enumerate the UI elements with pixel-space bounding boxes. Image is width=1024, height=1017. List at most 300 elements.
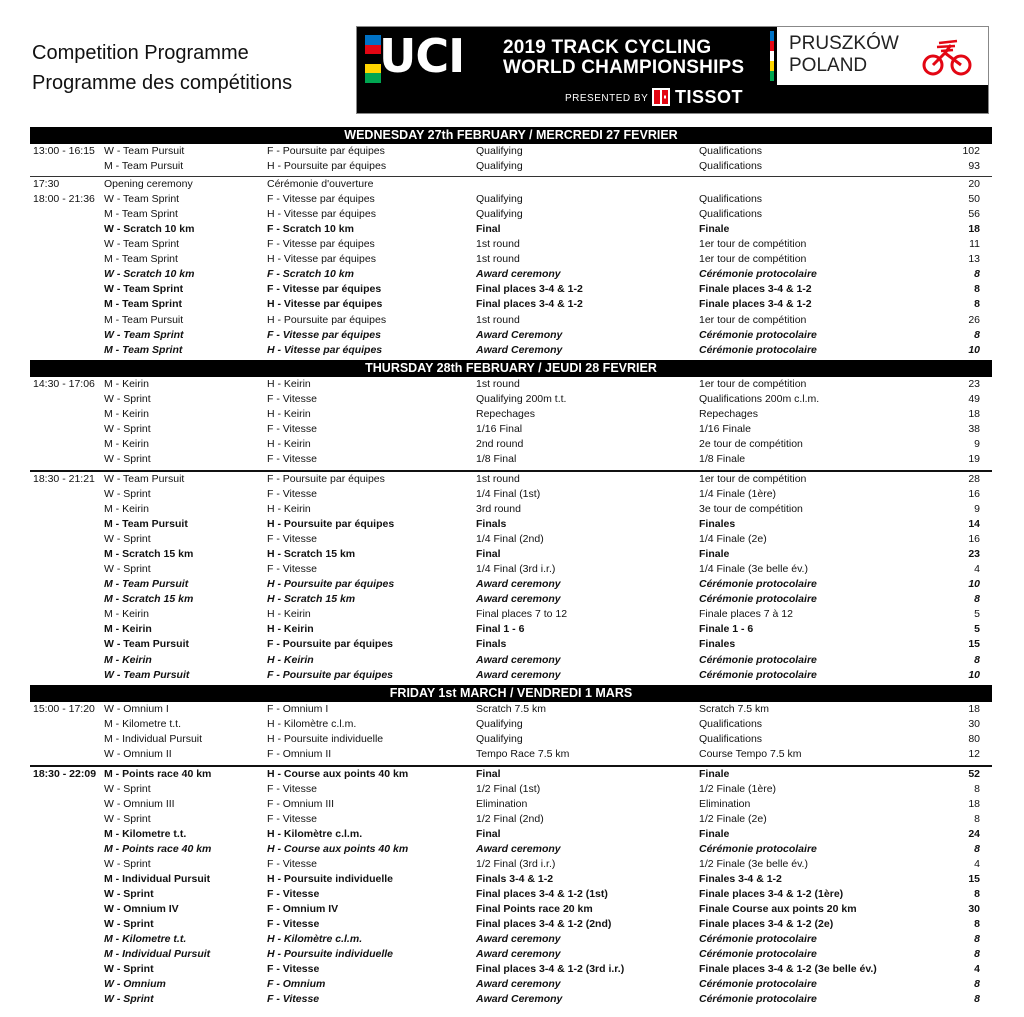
table-row (30, 797, 992, 812)
participant-count: 18 (968, 407, 980, 420)
event-fr: F - Omnium II (267, 747, 332, 760)
participant-count: 4 (974, 563, 980, 576)
phase-fr: Scratch 7.5 km (699, 702, 770, 715)
participant-count: 50 (968, 193, 980, 206)
day-header: FRIDAY 1st MARCH / VENDREDI 1 MARS (30, 685, 992, 702)
phase-fr: Qualifications (699, 208, 763, 221)
table-row (30, 237, 992, 252)
table-row (30, 857, 992, 872)
table-row (30, 392, 992, 407)
table-row (30, 377, 992, 392)
table-row (30, 502, 992, 517)
phase-en: 2nd round (476, 437, 524, 450)
event-en: M - Team Pursuit (104, 578, 189, 591)
phase-en: Award ceremony (476, 668, 561, 681)
phase-fr: 1/2 Finale (2e) (699, 812, 767, 825)
event-en: M - Individual Pursuit (104, 873, 211, 886)
event-en: M - Kilometre t.t. (104, 933, 187, 946)
event-en: W - Omnium II (104, 747, 172, 760)
phase-fr: Finale places 3-4 & 1-2 (3e belle év.) (699, 963, 877, 976)
event-fr: F - Poursuite par équipes (267, 638, 394, 651)
phase-en: Award ceremony (476, 593, 561, 606)
phase-fr: Cérémonie protocolaire (699, 978, 817, 991)
phase-en: Award Ceremony (476, 328, 563, 341)
phase-fr: Finale (699, 223, 730, 236)
event-en: M - Keirin (104, 503, 149, 516)
table-row (30, 577, 992, 592)
table-row (30, 517, 992, 532)
event-en: W - Omnium III (104, 797, 175, 810)
participant-count: 56 (968, 208, 980, 221)
event-en: M - Points race 40 km (104, 767, 212, 780)
phase-en: Final 1 - 6 (476, 623, 525, 636)
phase-en: Final places 3-4 & 1-2 (3rd i.r.) (476, 963, 625, 976)
table-row (30, 668, 992, 683)
event-fr: H - Poursuite par équipes (267, 578, 395, 591)
event-en: W - Sprint (104, 563, 151, 576)
participant-count: 4 (974, 963, 980, 976)
host-country: POLAND (789, 55, 868, 76)
table-row (30, 297, 992, 312)
event-en: W - Team Pursuit (104, 668, 190, 681)
phase-en: Award ceremony (476, 933, 561, 946)
table-row (30, 192, 992, 207)
event-title-line2: WORLD CHAMPIONSHIPS (503, 57, 745, 78)
event-fr: H - Course aux points 40 km (267, 767, 409, 780)
phase-en: Qualifying (476, 193, 523, 206)
event-en: W - Scratch 10 km (104, 223, 195, 236)
table-row (30, 592, 992, 607)
phase-fr: Finale places 3-4 & 1-2 (699, 298, 812, 311)
event-fr: H - Kilomètre c.l.m. (267, 827, 363, 840)
event-fr: F - Vitesse (267, 888, 320, 901)
table-row (30, 717, 992, 732)
event-fr: H - Keirin (267, 503, 311, 516)
phase-en: 1st round (476, 313, 520, 326)
phase-en: Final (476, 223, 501, 236)
phase-en: 1/4 Final (3rd i.r.) (476, 563, 556, 576)
phase-en: Final (476, 827, 501, 840)
participant-count: 8 (974, 283, 980, 296)
phase-en: Award ceremony (476, 978, 561, 991)
table-row (30, 747, 992, 762)
phase-fr: Finales (699, 638, 736, 651)
participant-count: 5 (974, 623, 980, 636)
phase-en: Award ceremony (476, 948, 561, 961)
phase-fr: Qualifications (699, 160, 763, 173)
event-en: W - Team Sprint (104, 328, 184, 341)
sponsor-name: TISSOT (675, 87, 744, 107)
page-title: Competition Programme (32, 42, 249, 64)
event-en: M - Team Sprint (104, 298, 182, 311)
event-fr: H - Poursuite individuelle (267, 948, 394, 961)
phase-en: Award Ceremony (476, 993, 563, 1006)
participant-count: 15 (968, 638, 980, 651)
phase-fr: 1/2 Finale (1ère) (699, 782, 777, 795)
session-time: 17:30 (33, 178, 60, 191)
table-row (30, 547, 992, 562)
event-fr: F - Scratch 10 km (267, 223, 354, 236)
event-fr: F - Vitesse par équipes (267, 283, 382, 296)
participant-count: 9 (974, 503, 980, 516)
participant-count: 30 (968, 903, 980, 916)
phase-en: Repechages (476, 407, 535, 420)
table-row (30, 962, 992, 977)
phase-fr: Finales 3-4 & 1-2 (699, 873, 782, 886)
event-fr: F - Vitesse (267, 392, 317, 405)
participant-count: 5 (974, 608, 980, 621)
event-en: W - Team Sprint (104, 238, 180, 251)
table-row (30, 437, 992, 452)
phase-fr: Cérémonie protocolaire (699, 593, 817, 606)
participant-count: 18 (968, 797, 980, 810)
programme-table (30, 127, 992, 1008)
event-en: W - Team Sprint (104, 193, 180, 206)
event-title-line1: 2019 TRACK CYCLING (503, 37, 712, 58)
phase-en: 1st round (476, 238, 520, 251)
event-fr: F - Omnium I (267, 702, 329, 715)
table-row (30, 827, 992, 842)
phase-en: Final places 3-4 & 1-2 (2nd) (476, 918, 612, 931)
event-fr: H - Kilomètre c.l.m. (267, 717, 357, 730)
event-fr: H - Poursuite individuelle (267, 732, 384, 745)
event-en: W - Team Sprint (104, 283, 184, 296)
event-fr: F - Vitesse (267, 533, 317, 546)
event-fr: H - Kilomètre c.l.m. (267, 933, 363, 946)
participant-count: 8 (974, 782, 980, 795)
table-row (30, 222, 992, 237)
presented-by-label: PRESENTED BY (565, 93, 649, 104)
participant-count: 18 (968, 702, 980, 715)
phase-fr: Finale 1 - 6 (699, 623, 754, 636)
event-en: W - Sprint (104, 888, 154, 901)
phase-fr: Qualifications (699, 193, 763, 206)
phase-fr: Cérémonie protocolaire (699, 948, 817, 961)
table-row (30, 328, 992, 343)
event-en: W - Team Pursuit (104, 472, 185, 485)
phase-en: Qualifying (476, 732, 523, 745)
event-fr: F - Vitesse (267, 422, 317, 435)
phase-en: Qualifying (476, 160, 523, 173)
event-fr: F - Vitesse (267, 918, 320, 931)
participant-count: 10 (968, 578, 980, 591)
event-en: W - Omnium IV (104, 903, 179, 916)
event-fr: H - Vitesse par équipes (267, 253, 376, 266)
event-en: W - Sprint (104, 918, 154, 931)
table-row (30, 207, 992, 222)
event-en: W - Sprint (104, 858, 151, 871)
phase-en: Finals (476, 638, 507, 651)
table-row (30, 159, 992, 174)
participant-count: 8 (974, 268, 980, 281)
table-row (30, 267, 992, 282)
table-row (30, 887, 992, 902)
session-time: 18:30 - 21:21 (33, 472, 95, 485)
phase-en: Award ceremony (476, 268, 561, 281)
page-subtitle: Programme des compétitions (32, 72, 293, 94)
phase-en: Final (476, 548, 501, 561)
phase-fr: 1er tour de compétition (699, 377, 807, 390)
table-row (30, 252, 992, 267)
participant-count: 102 (962, 145, 980, 157)
phase-fr: 1er tour de compétition (699, 253, 807, 266)
participant-count: 8 (974, 993, 980, 1006)
phase-en: 1st round (476, 377, 520, 390)
table-row (30, 872, 992, 887)
event-en: M - Keirin (104, 437, 149, 450)
phase-fr: 1/4 Finale (2e) (699, 533, 767, 546)
table-row (30, 470, 992, 487)
table-row (30, 992, 992, 1007)
event-fr: F - Vitesse (267, 812, 317, 825)
phase-en: Finals 3-4 & 1-2 (476, 873, 554, 886)
event-fr: F - Vitesse (267, 963, 320, 976)
table-row (30, 313, 992, 328)
phase-fr: 1/8 Finale (699, 452, 746, 465)
event-fr: F - Poursuite par équipes (267, 472, 385, 485)
phase-fr: Qualifications (699, 145, 763, 157)
event-fr: H - Vitesse par équipes (267, 298, 383, 311)
table-row (30, 607, 992, 622)
phase-en: Qualifying (476, 145, 523, 157)
participant-count: 28 (968, 472, 980, 485)
event-en: M - Kilometre t.t. (104, 827, 187, 840)
event-en: M - Team Pursuit (104, 160, 184, 173)
phase-fr: 1/2 Finale (3e belle év.) (699, 858, 808, 871)
event-en: M - Keirin (104, 407, 149, 420)
phase-en: Final places 3-4 & 1-2 (1st) (476, 888, 608, 901)
phase-fr: Cérémonie protocolaire (699, 268, 817, 281)
phase-fr: Cérémonie protocolaire (699, 653, 817, 666)
participant-count: 8 (974, 933, 980, 946)
table-row (30, 782, 992, 797)
event-fr: F - Vitesse par équipes (267, 328, 381, 341)
phase-en: Final places 3-4 & 1-2 (476, 298, 583, 311)
phase-fr: Cérémonie protocolaire (699, 668, 817, 681)
phase-fr: 1er tour de compétition (699, 472, 807, 485)
phase-en: Qualifying (476, 717, 523, 730)
phase-fr: 1/4 Finale (3e belle év.) (699, 563, 808, 576)
phase-en: 1/2 Final (2nd) (476, 812, 544, 825)
event-en: M - Keirin (104, 608, 149, 621)
event-fr: H - Keirin (267, 653, 314, 666)
participant-count: 93 (968, 160, 980, 173)
event-en: M - Keirin (104, 623, 152, 636)
phase-en: 1/16 Final (476, 422, 523, 435)
participant-count: 26 (968, 313, 980, 326)
event-fr: H - Keirin (267, 437, 311, 450)
participant-count: 16 (968, 533, 980, 546)
event-fr: H - Poursuite par équipes (267, 313, 387, 326)
participant-count: 8 (974, 812, 980, 825)
table-row (30, 637, 992, 652)
championship-banner (356, 26, 989, 114)
phase-en: 1/4 Final (2nd) (476, 533, 544, 546)
participant-count: 13 (968, 253, 980, 266)
phase-en: 1/8 Final (476, 452, 517, 465)
event-en: M - Points race 40 km (104, 843, 212, 856)
event-en: W - Sprint (104, 533, 151, 546)
event-en: W - Sprint (104, 452, 151, 465)
event-fr: F - Vitesse (267, 782, 317, 795)
participant-count: 16 (968, 487, 980, 500)
phase-en: Final places 3-4 & 1-2 (476, 283, 583, 296)
phase-fr: Cérémonie protocolaire (699, 343, 817, 356)
participant-count: 80 (968, 732, 980, 745)
table-row (30, 422, 992, 437)
event-fr: F - Poursuite par équipes (267, 145, 385, 157)
event-fr: H - Keirin (267, 623, 314, 636)
phase-fr: Cérémonie protocolaire (699, 843, 817, 856)
event-fr: F - Vitesse par équipes (267, 238, 375, 251)
table-row (30, 917, 992, 932)
table-row (30, 176, 992, 192)
phase-fr: Cérémonie protocolaire (699, 993, 817, 1006)
phase-en: Elimination (476, 797, 528, 810)
phase-en: Final Points race 20 km (476, 903, 593, 916)
table-row (30, 765, 992, 782)
phase-en: Award ceremony (476, 653, 561, 666)
table-row (30, 532, 992, 547)
participant-count: 38 (968, 422, 980, 435)
event-fr: F - Omnium IV (267, 903, 339, 916)
table-row (30, 653, 992, 668)
phase-en: Tempo Race 7.5 km (476, 747, 570, 760)
phase-fr: 1er tour de compétition (699, 313, 807, 326)
event-fr: F - Vitesse par équipes (267, 193, 375, 206)
table-row (30, 947, 992, 962)
event-fr: F - Vitesse (267, 993, 320, 1006)
phase-en: 3rd round (476, 503, 521, 516)
participant-count: 8 (974, 653, 980, 666)
phase-en: Final (476, 767, 501, 780)
day-header: WEDNESDAY 27th FEBRUARY / MERCREDI 27 FEVRIER (30, 127, 992, 144)
session-time: 14:30 - 17:06 (33, 377, 95, 390)
event-fr: H - Course aux points 40 km (267, 843, 409, 856)
phase-en: Qualifying (476, 208, 523, 221)
event-fr: H - Poursuite par équipes (267, 160, 387, 173)
event-fr: H - Keirin (267, 407, 311, 420)
participant-count: 8 (974, 978, 980, 991)
participant-count: 11 (969, 238, 980, 251)
phase-en: Final places 7 to 12 (476, 608, 568, 621)
participant-count: 8 (974, 888, 980, 901)
uci-logo: UCI (379, 29, 465, 83)
day-header: THURSDAY 28th FEBRUARY / JEUDI 28 FEVRIER (30, 360, 992, 377)
participant-count: 12 (968, 747, 980, 760)
phase-fr: Elimination (699, 797, 751, 810)
event-fr: F - Vitesse (267, 563, 317, 576)
host-city: PRUSZKÓW (789, 33, 899, 54)
event-en: M - Individual Pursuit (104, 732, 203, 745)
table-row (30, 702, 992, 717)
event-fr: F - Poursuite par équipes (267, 668, 394, 681)
event-en: W - Sprint (104, 812, 151, 825)
table-row (30, 932, 992, 947)
event-fr: F - Omnium III (267, 797, 335, 810)
event-fr: H - Keirin (267, 608, 311, 621)
participant-count: 23 (968, 377, 980, 390)
phase-en: 1/2 Final (1st) (476, 782, 541, 795)
phase-fr: Finale places 3-4 & 1-2 (2e) (699, 918, 834, 931)
phase-fr: Finale Course aux points 20 km (699, 903, 857, 916)
phase-fr: 1er tour de compétition (699, 238, 807, 251)
participant-count: 15 (968, 873, 980, 886)
table-row (30, 282, 992, 297)
participant-count: 8 (974, 948, 980, 961)
phase-fr: Qualifications (699, 732, 763, 745)
event-en: M - Individual Pursuit (104, 948, 211, 961)
event-fr: H - Keirin (267, 377, 311, 390)
event-fr: F - Vitesse (267, 858, 317, 871)
event-en: M - Keirin (104, 653, 152, 666)
table-row (30, 812, 992, 827)
phase-fr: Finale places 3-4 & 1-2 (699, 283, 812, 296)
phase-fr: Cérémonie protocolaire (699, 933, 817, 946)
table-row (30, 902, 992, 917)
phase-fr: Repechages (699, 407, 758, 420)
event-fr: H - Vitesse par équipes (267, 343, 383, 356)
table-row (30, 144, 992, 159)
participant-count: 10 (968, 343, 980, 356)
phase-fr: Finale places 7 à 12 (699, 608, 793, 621)
phase-fr: 1/16 Finale (699, 422, 751, 435)
event-fr: Cérémonie d'ouverture (267, 178, 374, 191)
participant-count: 8 (974, 918, 980, 931)
phase-fr: Cérémonie protocolaire (699, 578, 817, 591)
event-fr: F - Vitesse (267, 487, 317, 500)
participant-count: 8 (974, 328, 980, 341)
event-en: W - Scratch 10 km (104, 268, 195, 281)
table-row (30, 977, 992, 992)
event-en: M - Team Sprint (104, 253, 178, 266)
event-en: W - Sprint (104, 963, 154, 976)
session-time: 18:30 - 22:09 (33, 767, 97, 780)
participant-count: 23 (968, 548, 980, 561)
phase-en: Qualifying 200m t.t. (476, 392, 567, 405)
table-row (30, 622, 992, 637)
event-en: W - Team Pursuit (104, 145, 185, 157)
session-time: 15:00 - 17:20 (33, 702, 95, 715)
event-fr: H - Scratch 15 km (267, 548, 356, 561)
table-row (30, 343, 992, 358)
phase-fr: Finales (699, 518, 736, 531)
event-en: W - Sprint (104, 782, 151, 795)
table-row (30, 562, 992, 577)
table-row (30, 407, 992, 422)
event-en: W - Sprint (104, 487, 151, 500)
participant-count: 24 (968, 827, 980, 840)
event-en: M - Scratch 15 km (104, 548, 194, 561)
session-time: 18:00 - 21:36 (33, 193, 95, 206)
event-fr: F - Vitesse (267, 452, 317, 465)
event-fr: H - Scratch 15 km (267, 593, 356, 606)
phase-fr: Finale (699, 767, 730, 780)
event-fr: H - Poursuite par équipes (267, 518, 395, 531)
participant-count: 52 (968, 767, 980, 780)
phase-en: 1/4 Final (1st) (476, 487, 541, 500)
participant-count: 20 (968, 178, 980, 191)
participant-count: 9 (974, 437, 980, 450)
participant-count: 10 (968, 668, 980, 681)
participant-count: 14 (968, 518, 980, 531)
table-row (30, 487, 992, 502)
event-en: M - Team Pursuit (104, 518, 188, 531)
phase-en: 1st round (476, 253, 520, 266)
table-row (30, 842, 992, 857)
participant-count: 8 (974, 593, 980, 606)
event-en: W - Omnium (104, 978, 166, 991)
